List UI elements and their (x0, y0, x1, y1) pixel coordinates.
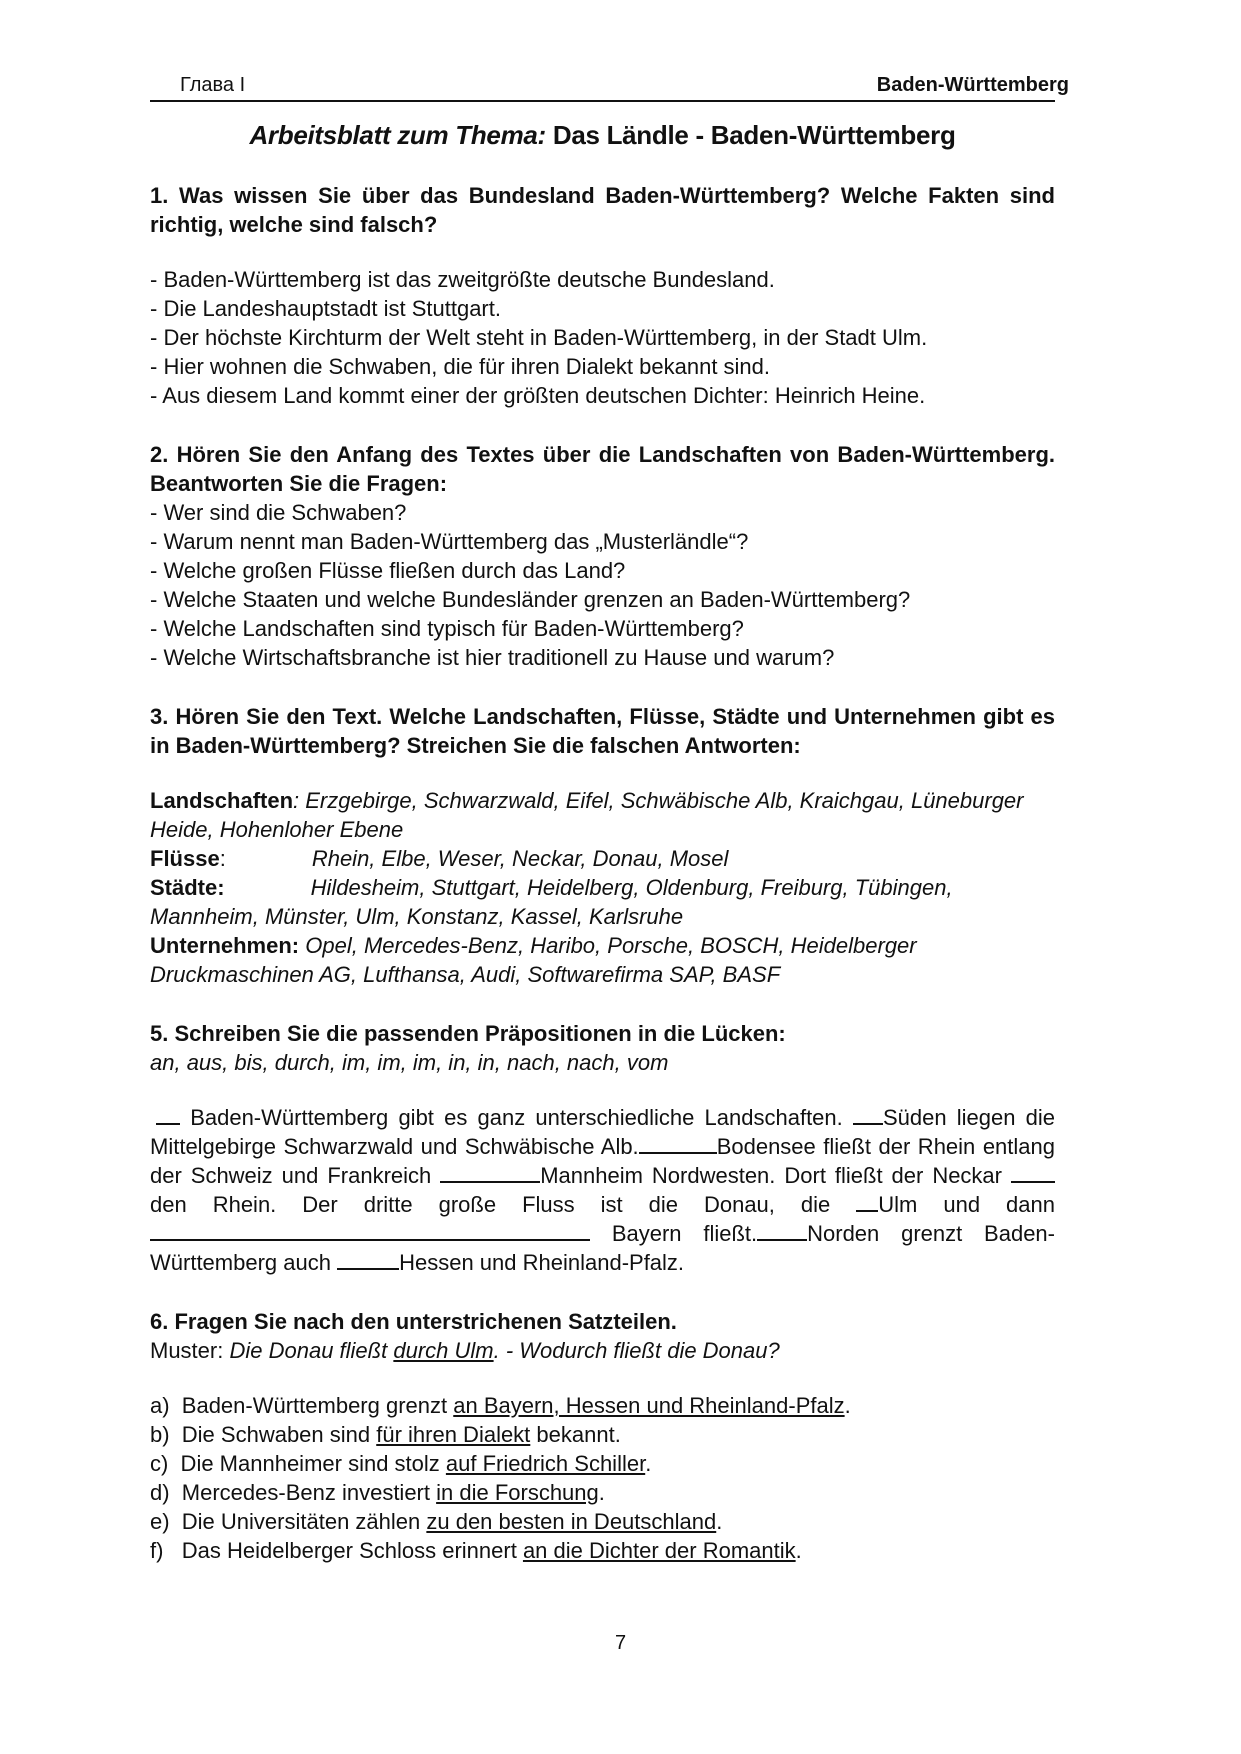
task6 (150, 1307, 1055, 1365)
task5-heading: 5. Schreiben Sie die passenden Präpositionen in die Lücken: (150, 1021, 786, 1046)
task6-item: f) Das Heidelberger Schloss erinnert an die Dichter der Romantik. (150, 1538, 802, 1563)
fact-item: - Die Landeshauptstadt ist Stuttgart. (150, 296, 501, 321)
task1-facts (150, 265, 1055, 410)
page-header (150, 70, 1069, 102)
landschaften-row (150, 786, 1055, 844)
task6-heading: 6. Fragen Sie nach den unterstrichenen Satzteilen. (150, 1309, 677, 1334)
gap-blank[interactable] (440, 1161, 540, 1183)
task6-item: a) Baden-Württemberg grenzt an Bayern, Hessen und Rheinland-Pfalz. (150, 1393, 851, 1418)
task6-item: d) Mercedes-Benz investiert in die Forschung. (150, 1480, 605, 1505)
task3-question: 3. Hören Sie den Text. Welche Landschaften, Flüsse, Städte und Unternehmen gibt es in Baden-Württemberg? Streichen Sie die falschen Antworten: (150, 704, 1055, 758)
fact-item: - Aus diesem Land kommt einer der größten deutschen Dichter: Heinrich Heine. (150, 383, 926, 408)
gap-blank[interactable] (337, 1248, 399, 1270)
muster-label: Muster: (150, 1338, 224, 1363)
fluesse-label: Flüsse (150, 846, 220, 871)
task6-item: c) Die Mannheimer sind stolz auf Friedrich Schiller. (150, 1451, 652, 1476)
staedte-row (150, 873, 1055, 931)
question-item: - Welche Staaten und welche Bundesländer grenzen an Baden-Württemberg? (150, 587, 911, 612)
task2-questions (150, 498, 1055, 672)
task5-gap-text (150, 1103, 1055, 1277)
fluesse-values: Rhein, Elbe, Weser, Neckar, Donau, Mosel (311, 846, 729, 871)
gap-text-segment: Ulm und dann (878, 1192, 1055, 1217)
question-item: - Wer sind die Schwaben? (150, 500, 407, 525)
task5 (150, 1019, 1055, 1077)
unternehmen-row (150, 931, 1055, 989)
task2-question-a: 2. Hören Sie den Anfang des Textes über die Landschaften von Baden-Württemberg. (150, 442, 1055, 467)
question-item: - Warum nennt man Baden-Württemberg das „Musterländle“? (150, 529, 749, 554)
landschaften-label: Landschaften (150, 788, 294, 813)
gap-text-segment: den Rhein. Der dritte große Fluss ist die Donau, die (150, 1192, 831, 1217)
question-item: - Welche Landschaften sind typisch für Baden-Württemberg? (150, 616, 744, 641)
task1-question: 1. Was wissen Sie über das Bundesland Baden-Württemberg? Welche Fakten sind richtig, welche sind falsch? (150, 183, 1055, 237)
fact-item: - Baden-Württemberg ist das zweitgrößte deutsche Bundesland. (150, 267, 775, 292)
task5-words: an, aus, bis, durch, im, im, im, in, in, nach, nach, vom (150, 1050, 669, 1075)
gap-text-segment: Bodensee fließt der Rhein entlang der Schweiz und Frankreich (150, 1134, 1055, 1188)
fact-item: - Der höchste Kirchturm der Welt steht in Baden-Württemberg, in der Stadt Ulm. (150, 325, 928, 350)
task2-question (150, 440, 1055, 498)
task6-example (150, 1336, 1055, 1365)
task6-item: e) Die Universitäten zählen zu den besten in Deutschland. (150, 1509, 723, 1534)
gap-blank[interactable] (150, 1219, 590, 1241)
fluesse-row: Flüsse: Rhein, Elbe, Weser, Neckar, Donau, Mosel (150, 846, 729, 871)
worksheet-page (150, 70, 1069, 1565)
task3-answers (150, 786, 1055, 989)
muster-text: Die Donau fließt (229, 1338, 388, 1363)
gap-blank[interactable] (639, 1132, 717, 1154)
gap-text-segment: Mannheim Nordwesten. Dort fließt der Neckar (540, 1163, 1002, 1188)
chapter-label: Глава I (180, 74, 246, 96)
gap-blank[interactable] (856, 1190, 878, 1212)
gap-text-segment: Hessen und Rheinland-Pfalz. (399, 1250, 685, 1275)
task6-item: b) Die Schwaben sind für ihren Dialekt bekannt. (150, 1422, 621, 1447)
question-item: - Welche Wirtschaftsbranche ist hier traditionell zu Hause und warum? (150, 645, 835, 670)
unternehmen-values: Opel, Mercedes-Benz, Haribo, Porsche, BOSCH, Heidelberger Druckmaschinen AG, Lufthansa, Audi, Softwarefirma SAP, BASF (150, 933, 917, 987)
gap-text-segment: Süden liegen die Mittelgebirge Schwarzwald und Schwäbische Alb. (150, 1105, 1055, 1159)
muster-question: . - Wodurch fließt die Donau? (493, 1338, 780, 1363)
region-label: Baden-Württemberg (876, 74, 1069, 96)
staedte-label: Städte: (150, 875, 225, 900)
unternehmen-label: Unternehmen: (150, 933, 300, 958)
page-number: 7 (614, 1632, 627, 1654)
gap-blank[interactable] (757, 1219, 807, 1241)
muster-underlined: durch Ulm (393, 1338, 494, 1363)
task2-question-b: Beantworten Sie die Fragen: (150, 471, 448, 496)
staedte-values: Hildesheim, Stuttgart, Heidelberg, Oldenburg, Freiburg, Tübingen, Mannheim, Münster, Ulm, Konstanz, Kassel, Karlsruhe (150, 875, 953, 929)
task6-list (150, 1391, 1055, 1565)
title-topic: Das Ländle - Baden-Württemberg (552, 120, 956, 150)
gap-blank[interactable] (1011, 1161, 1055, 1183)
landschaften-values: : Erzgebirge, Schwarzwald, Eifel, Schwäbische Alb, Kraichgau, Lüneburger Heide, Hohenloher Ebene (150, 788, 1024, 842)
gap-text-segment: Bayern fließt. (611, 1221, 758, 1246)
question-item: - Welche großen Flüsse fließen durch das Land? (150, 558, 626, 583)
fact-item: - Hier wohnen die Schwaben, die für ihren Dialekt bekannt sind. (150, 354, 771, 379)
title-prefix: Arbeitsblatt zum Thema: (249, 120, 546, 150)
gap-blank[interactable] (853, 1103, 883, 1125)
gap-text-segment: Baden-Württemberg gibt es ganz unterschiedliche Landschaften. (190, 1105, 843, 1130)
gap-blank[interactable] (156, 1103, 180, 1125)
gap-text-segment: Norden grenzt Baden-Württemberg auch (150, 1221, 1055, 1275)
worksheet-title (150, 120, 1055, 151)
